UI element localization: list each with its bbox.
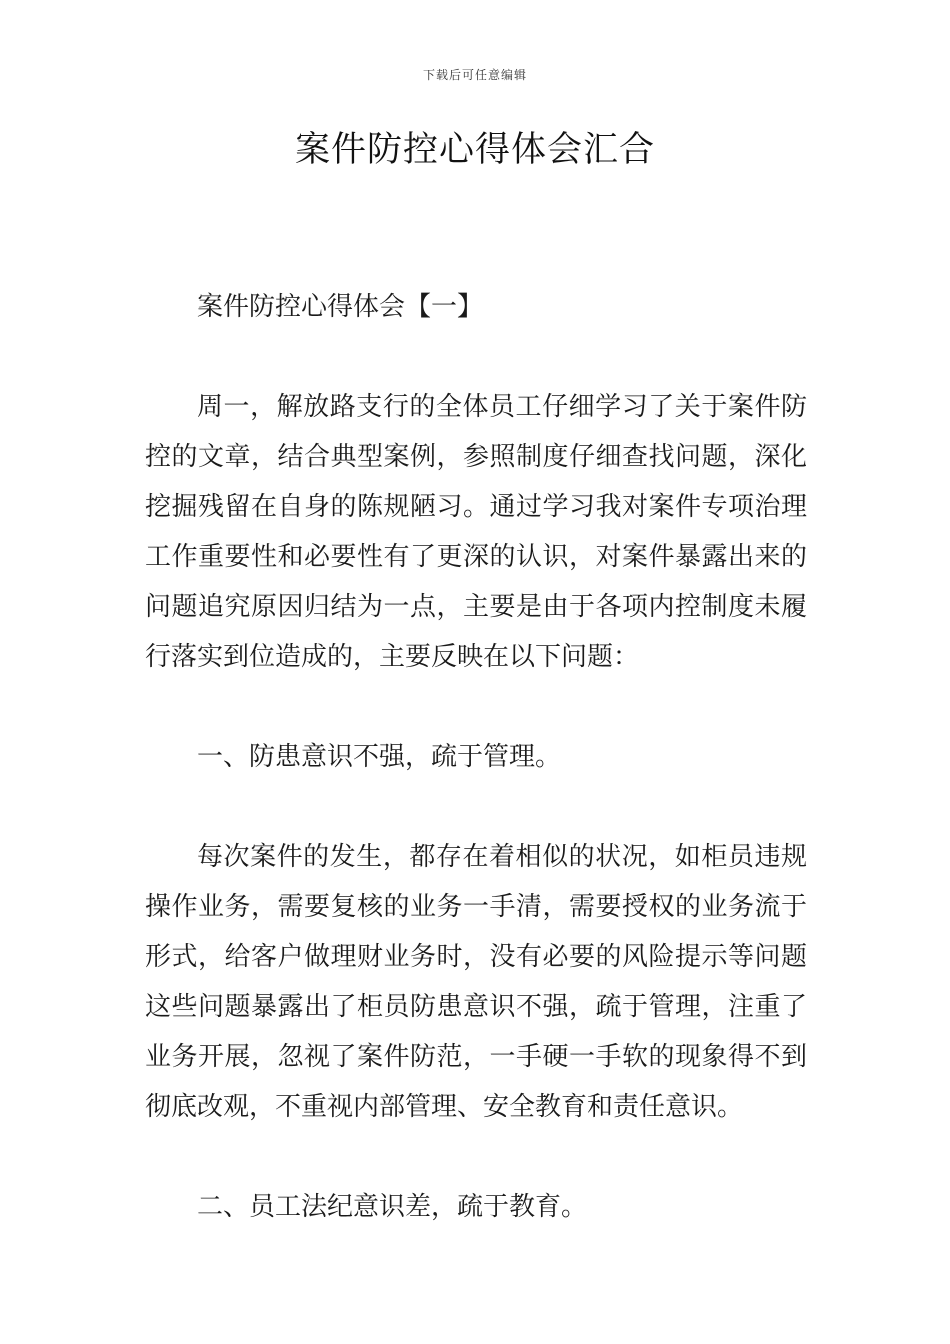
document-title: 案件防控心得体会汇合	[294, 130, 655, 170]
document-body	[145, 282, 807, 1232]
body-paragraph: 周一，解放路支行的全体员工仔细学习了关于案件防控的文章，结合典型案例，参照制度仔细查找问题，深化挖掘残留在自身的陈规陋习。通过学习我对案件专项治理工作重要性和必要性有了更深的认识，对案件暴露出来的问题追究原因归结为一点，主要是由于各项内控制度未履行落实到位造成的，主要反映在以下问题：	[145, 392, 807, 672]
header-note: 下载后可任意编辑	[422, 68, 527, 82]
body-paragraph: 每次案件的发生，都存在着相似的状况，如柜员违规操作业务，需要复核的业务一手清，需要授权的业务流于形式，给客户做理财业务时，没有必要的风险提示等问题这些问题暴露出了柜员防患意识不强，疏于管理，注重了业务开展，忽视了案件防范，一手硬一手软的现象得不到彻底改观，不重视内部管理、安全教育和责任意识。	[145, 842, 807, 1122]
sub-heading: 一、防患意识不强，疏于管理。	[197, 742, 562, 772]
section-heading: 案件防控心得体会【一】	[197, 292, 484, 322]
sub-heading: 二、员工法纪意识差，疏于教育。	[197, 1192, 588, 1222]
